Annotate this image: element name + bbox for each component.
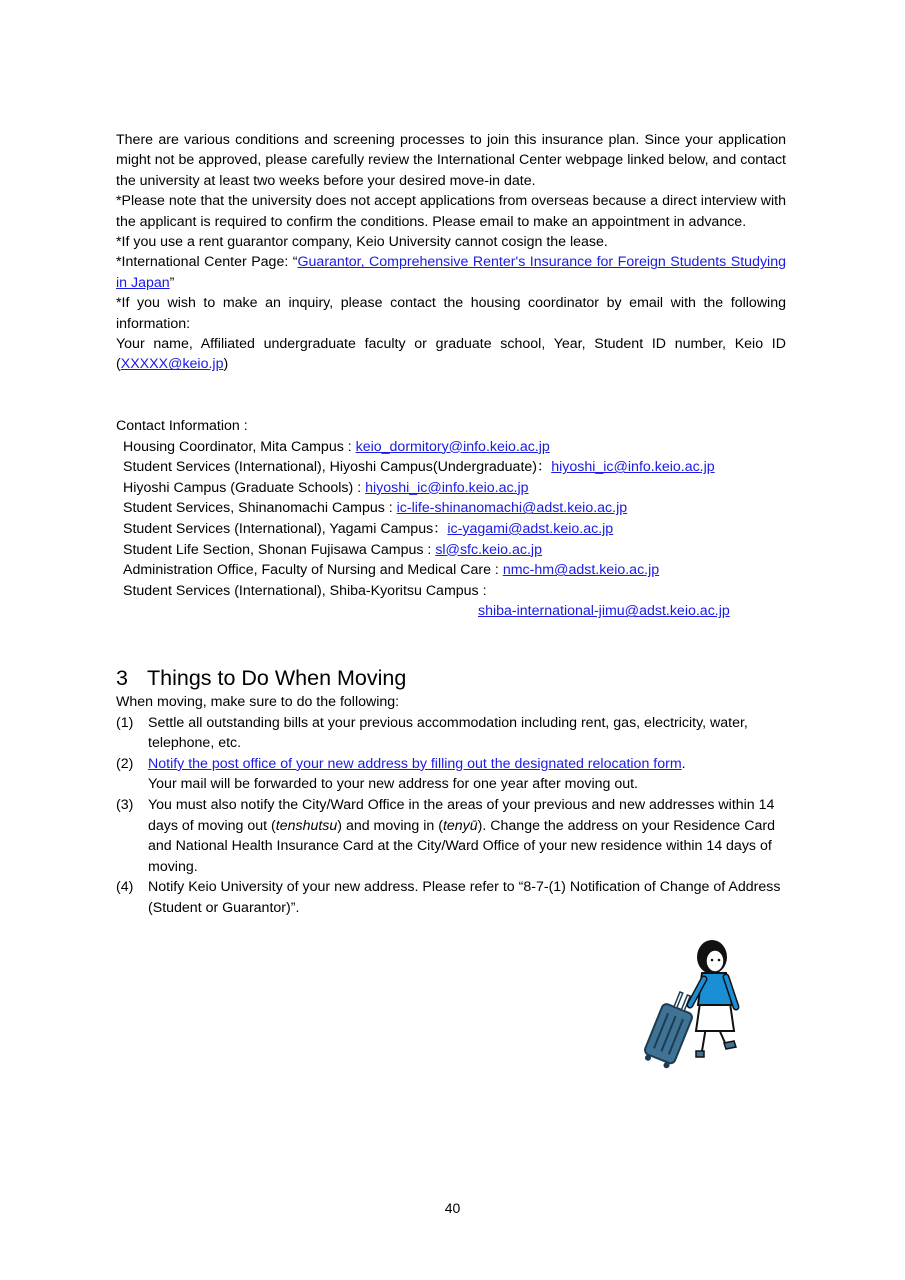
international-center-link[interactable]: Guarantor, Comprehensive Renter's Insurance for Foreign Students Studying in Japan <box>116 254 786 291</box>
intro-paragraph-1: There are various conditions and screening processes to join this insurance plan. Since your application might not be approved, please carefully review the International Center webpage linked below, and contact the university at least two weeks before your desired move-in date. <box>116 132 786 189</box>
contact-information <box>116 416 796 622</box>
section-heading <box>116 664 406 692</box>
contact-email-link[interactable]: ic-life-shinanomachi@adst.keio.ac.jp <box>396 500 628 517</box>
contact-row: Housing Coordinator, Mita Campus : keio_dormitory@info.keio.ac.jp <box>123 438 550 455</box>
list-marker: (4) <box>116 879 134 896</box>
contact-email-link[interactable]: nmc-hm@adst.keio.ac.jp <box>502 562 660 579</box>
moving-steps <box>116 713 796 919</box>
intro-paragraph-2: *Please note that the university does not accept applications from overseas because a direct interview with the applicant is required to confirm the conditions. Please email to make an appointment in advance. <box>116 193 786 230</box>
contact-row: Administration Office, Faculty of Nursing and Medical Care : nmc-hm@adst.keio.ac.jp <box>123 562 660 579</box>
contact-row: Student Services (International), Yagami Campus：ic-yagami@adst.keio.ac.jp <box>123 520 614 537</box>
contact-row: Student Life Section, Shonan Fujisawa Campus : sl@sfc.keio.ac.jp <box>123 541 542 558</box>
intro-paragraph-4: *International Center Page: “Guarantor, Comprehensive Renter's Insurance for Foreign Students Studying in Japan” <box>116 254 786 291</box>
contact-email-link[interactable]: ic-yagami@adst.keio.ac.jp <box>447 520 614 537</box>
post-office-link[interactable]: Notify the post office of your new address by filling out the designated relocation form <box>148 755 682 772</box>
contact-row: Student Services, Shinanomachi Campus : ic-life-shinanomachi@adst.keio.ac.jp <box>123 500 628 517</box>
page-number: 40 <box>444 1200 461 1216</box>
contact-email-link[interactable]: hiyoshi_ic@info.keio.ac.jp <box>551 459 715 476</box>
list-marker: (2) <box>116 755 134 772</box>
contact-row: Student Services (International), Hiyoshi Campus(Undergraduate)：hiyoshi_ic@info.keio.ac.jp <box>123 459 715 476</box>
person-with-suitcase-icon <box>640 935 750 1075</box>
intro-paragraph-6: Your name, Affiliated undergraduate faculty or graduate school, Year, Student ID number, Keio ID (XXXXX@keio.jp) <box>116 336 786 373</box>
contact-row-email <box>116 601 796 622</box>
contact-email-link[interactable]: keio_dormitory@info.keio.ac.jp <box>355 438 550 455</box>
list-item: (3) You must also notify the City/Ward Office in the areas of your previous and new addresses within 14 days of moving out (tenshutsu) and moving in (tenyū). Change the address on your Residence Card and National Health Insurance Card at the City/Ward Office of your new residence within 14 days of moving. <box>116 796 775 875</box>
keio-id-email-link[interactable]: XXXXX@keio.jp <box>120 356 224 373</box>
list-marker: (1) <box>116 714 134 731</box>
insurance-intro <box>116 130 786 375</box>
intro-paragraph-3: *If you use a rent guarantor company, Keio University cannot cosign the lease. <box>116 234 608 251</box>
contact-row: Hiyoshi Campus (Graduate Schools) : hiyoshi_ic@info.keio.ac.jp <box>123 479 529 496</box>
contact-email-link[interactable]: shiba-international-jimu@adst.keio.ac.jp <box>478 603 730 620</box>
contact-heading: Contact Information : <box>116 418 248 434</box>
section-title: Things to Do When Moving <box>147 666 407 690</box>
list-item: (2) Notify the post office of your new address by filling out the designated relocation form. Your mail will be forwarded to your new address for one year after moving out. <box>116 755 686 793</box>
section-number: 3 <box>116 666 128 690</box>
list-item: (1) Settle all outstanding bills at your previous accommodation including rent, gas, electricity, water, telephone, etc. <box>116 714 748 752</box>
moving-checklist <box>116 692 796 919</box>
intro-paragraph-5: *If you wish to make an inquiry, please contact the housing coordinator by email with the following information: <box>116 295 786 332</box>
contact-row: Student Services (International), Shiba-Kyoritsu Campus : <box>123 582 487 599</box>
contact-email-link[interactable]: hiyoshi_ic@info.keio.ac.jp <box>365 479 529 496</box>
moving-lead: When moving, make sure to do the following: <box>116 694 400 710</box>
list-marker: (3) <box>116 796 134 813</box>
contact-email-link[interactable]: sl@sfc.keio.ac.jp <box>435 541 542 558</box>
list-item: (4) Notify Keio University of your new address. Please refer to “8-7-(1) Notification of Change of Address (Student or Guarantor)”. <box>116 879 781 916</box>
